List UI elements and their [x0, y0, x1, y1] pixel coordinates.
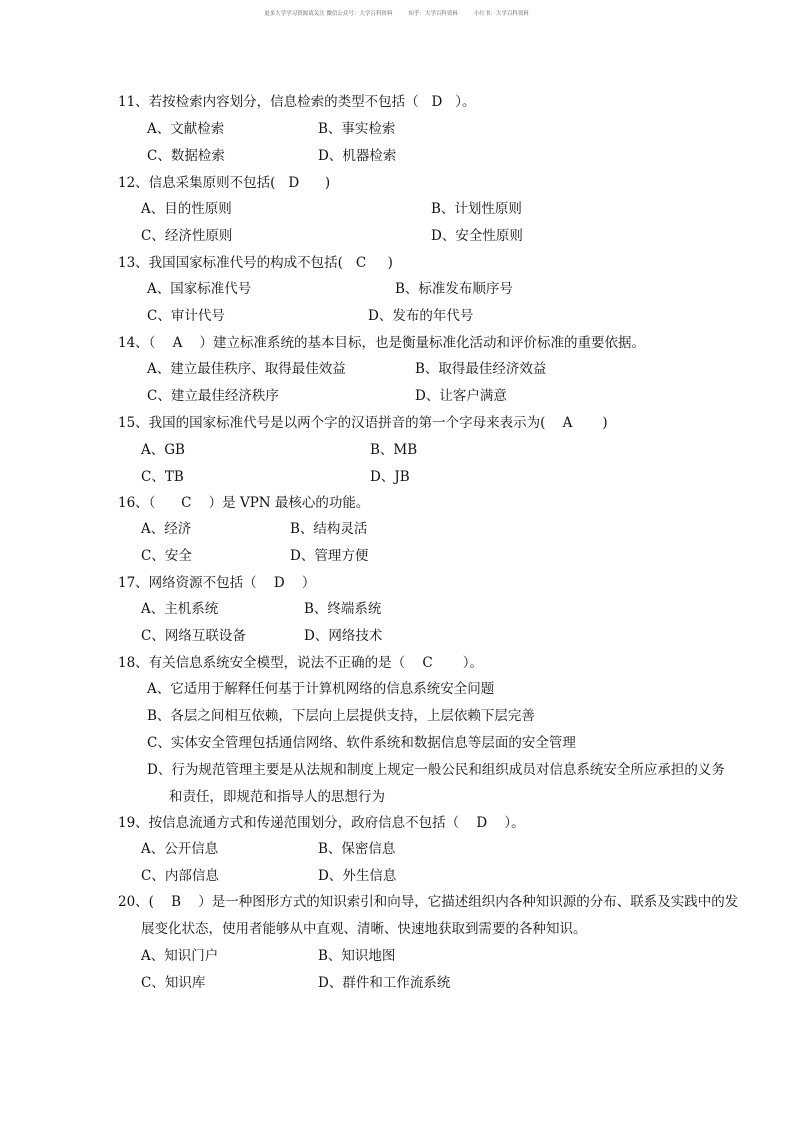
q19-option-a: A、公开信息: [141, 841, 219, 857]
question-20-stem-continuation: 展变化状态，使用者能够从中直观、清晰、快速地获取到需要的各种知识。: [141, 921, 587, 937]
q13-option-b: B、标准发布顺序号: [395, 281, 513, 297]
q18-option-d: D、行为规范管理主要是从法规和制度上规定一般公民和组织成员对信息系统安全所应承担的义务: [147, 762, 725, 778]
q13-option-d: D、发布的年代号: [368, 308, 474, 324]
q14-option-b: B、取得最佳经济效益: [415, 361, 547, 377]
question-15-stem: 15、我国的国家标准代号是以两个字的汉语拼音的第一个字母来表示为( A ): [118, 415, 608, 431]
q16-option-b: B、结构灵活: [290, 521, 368, 537]
q13-option-c: C、审计代号: [147, 308, 225, 324]
q19-option-b: B、保密信息: [318, 841, 396, 857]
q16-option-d: D、管理方便: [290, 548, 369, 564]
q19-option-d: D、外生信息: [318, 868, 397, 884]
q17-option-b: B、终端系统: [304, 601, 382, 617]
header-text-2: 知乎：大学百科资料: [408, 11, 458, 17]
q18-option-c: C、实体安全管理包括通信网络、软件系统和数据信息等层面的安全管理: [147, 735, 576, 751]
question-11-stem: 11、若按检索内容划分，信息检索的类型不包括（ D ）。: [118, 94, 476, 110]
question-17-stem: 17、网络资源不包括（ D ）: [118, 575, 316, 591]
q13-option-a: A、国家标准代号: [147, 281, 252, 297]
q11-option-b: B、事实检索: [318, 121, 396, 137]
q15-option-c: C、TB: [141, 469, 184, 485]
q14-option-d: D、让客户满意: [415, 388, 507, 404]
q12-option-b: B、计划性原则: [431, 201, 522, 217]
q18-option-d-continuation: 和责任，即规范和指导人的思想行为: [169, 789, 385, 805]
q15-option-b: B、MB: [370, 442, 418, 458]
q15-option-a: A、GB: [141, 442, 185, 458]
q14-option-a: A、建立最佳秩序、取得最佳效益: [147, 361, 346, 377]
q16-option-c: C、安全: [141, 548, 192, 564]
header-text-1: 更多大学学习资源请关注 微信公众号：大学百科资料: [264, 11, 393, 17]
q20-option-a: A、知识门户: [141, 948, 219, 964]
question-20-stem: 20、( B ）是一种图形方式的知识索引和向导，它描述组织内各种知识源的分布、联系及实践中的发: [118, 894, 739, 910]
q17-option-c: C、网络互联设备: [141, 628, 246, 644]
q12-option-d: D、安全性原则: [431, 228, 523, 244]
q20-option-d: D、群件和工作流系统: [318, 975, 451, 991]
q18-option-a: A、它适用于解释任何基于计算机网络的信息系统安全问题: [147, 681, 495, 697]
q17-option-d: D、网络技术: [304, 628, 383, 644]
question-13-stem: 13、我国国家标准代号的构成不包括( C ): [118, 255, 393, 271]
q16-option-a: A、经济: [141, 521, 192, 537]
q20-option-b: B、知识地图: [318, 948, 396, 964]
q11-option-a: A、文献检索: [147, 121, 225, 137]
q12-option-c: C、经济性原则: [141, 228, 233, 244]
q14-option-c: C、建立最佳经济秩序: [147, 388, 279, 404]
question-16-stem: 16、（ C ）是 VPN 最核心的功能。: [118, 495, 370, 511]
q17-option-a: A、主机系统: [141, 601, 219, 617]
page-header: [0, 9, 793, 17]
q11-option-d: D、机器检索: [318, 148, 397, 164]
q19-option-c: C、内部信息: [141, 868, 219, 884]
q18-option-b: B、各层之间相互依赖，下层向上层提供支持，上层依赖下层完善: [147, 708, 535, 724]
q11-option-c: C、数据检索: [147, 148, 225, 164]
question-18-stem: 18、有关信息系统安全模型，说法不正确的是（ C ）。: [118, 655, 483, 671]
header-text-3: 小红书：大学百科资料: [473, 11, 529, 17]
question-12-stem: 12、信息采集原则不包括( D ): [118, 175, 331, 191]
q12-option-a: A、目的性原则: [141, 201, 232, 217]
q20-option-c: C、知识库: [141, 975, 206, 991]
question-19-stem: 19、按信息流通方式和传递范围划分，政府信息不包括（ D ）。: [118, 815, 525, 831]
question-14-stem: 14、（ A ）建立标准系统的基本目标，也是衡量标准化活动和评价标准的重要依据。: [118, 335, 646, 351]
q15-option-d: D、JB: [370, 469, 410, 485]
